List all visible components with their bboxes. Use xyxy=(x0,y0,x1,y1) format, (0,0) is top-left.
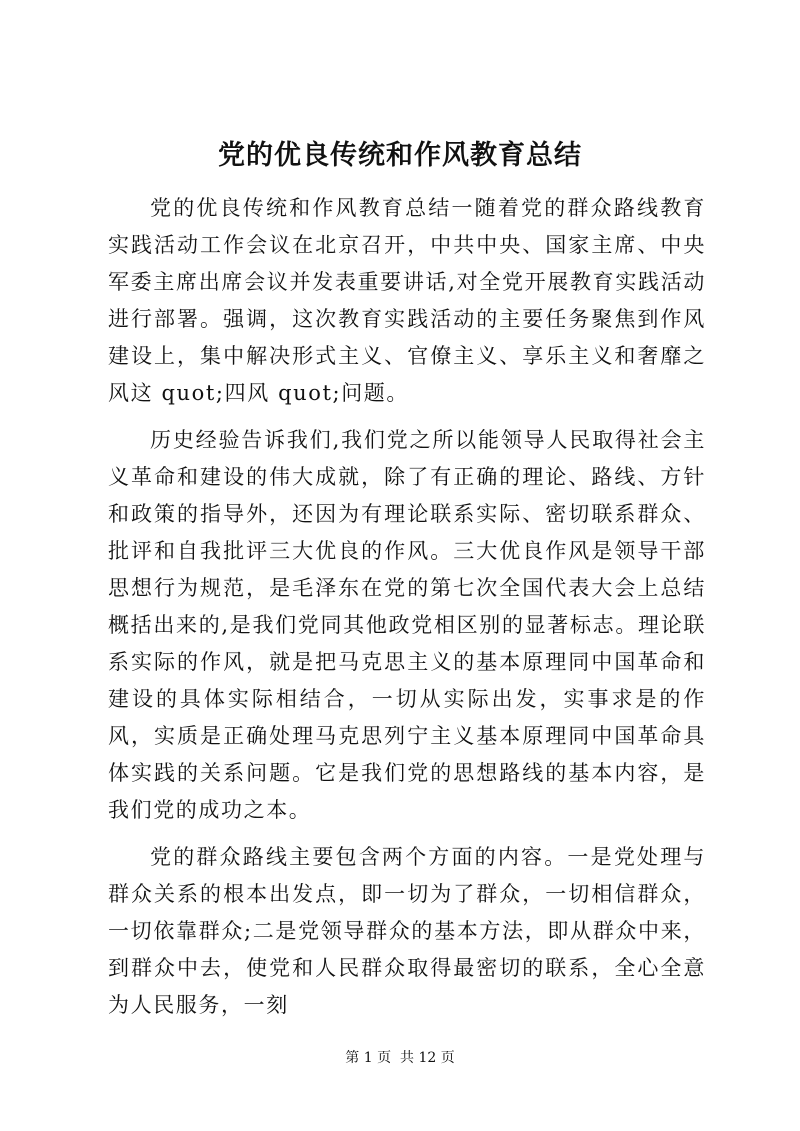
paragraph-2: 历史经验告诉我们,我们党之所以能领导人民取得社会主义革命和建设的伟大成就，除了有正确的理论、路线、方针和政策的指导外，还因为有理论联系实际、密切联系群众、批评和自我批评三大优良的作风。三大优良作风是领导干部思想行为规范，是毛泽东在党的第七次全国代表大会上总结概括出来的,是我们党同其他政党相区别的显著标志。理论联系实际的作风，就是把马克思主义的基本原理同中国革命和建设的具体实际相结合，一切从实际出发，实事求是的作风，实质是正确处理马克思列宁主义基本原理同中国革命具体实践的关系问题。它是我们党的思想路线的基本内容，是我们党的成功之本。 xyxy=(108,428,706,822)
document-title: 党的优良传统和作风教育总结 xyxy=(218,140,582,171)
page-footer xyxy=(0,1048,800,1068)
page-number-label: 第 1 页 共 12 页 xyxy=(345,1050,455,1066)
document-body xyxy=(108,190,706,1034)
paragraph-3: 党的群众路线主要包含两个方面的内容。一是党处理与群众关系的根本出发点，即一切为了群众，一切相信群众，一切依靠群众;二是党领导群众的基本方法，即从群众中来，到群众中去，使党和人民群众取得最密切的联系，全心全意为人民服务，一刻 xyxy=(108,845,706,1017)
paragraph-1: 党的优良传统和作风教育总结一随着党的群众路线教育实践活动工作会议在北京召开，中共中央、国家主席、中央军委主席出席会议并发表重要讲话,对全党开展教育实践活动进行部署。强调，这次教育实践活动的主要任务聚焦到作风建设上，集中解决形式主义、官僚主义、享乐主义和奢靡之风这 quot;四风 quot;问题。 xyxy=(108,196,706,405)
